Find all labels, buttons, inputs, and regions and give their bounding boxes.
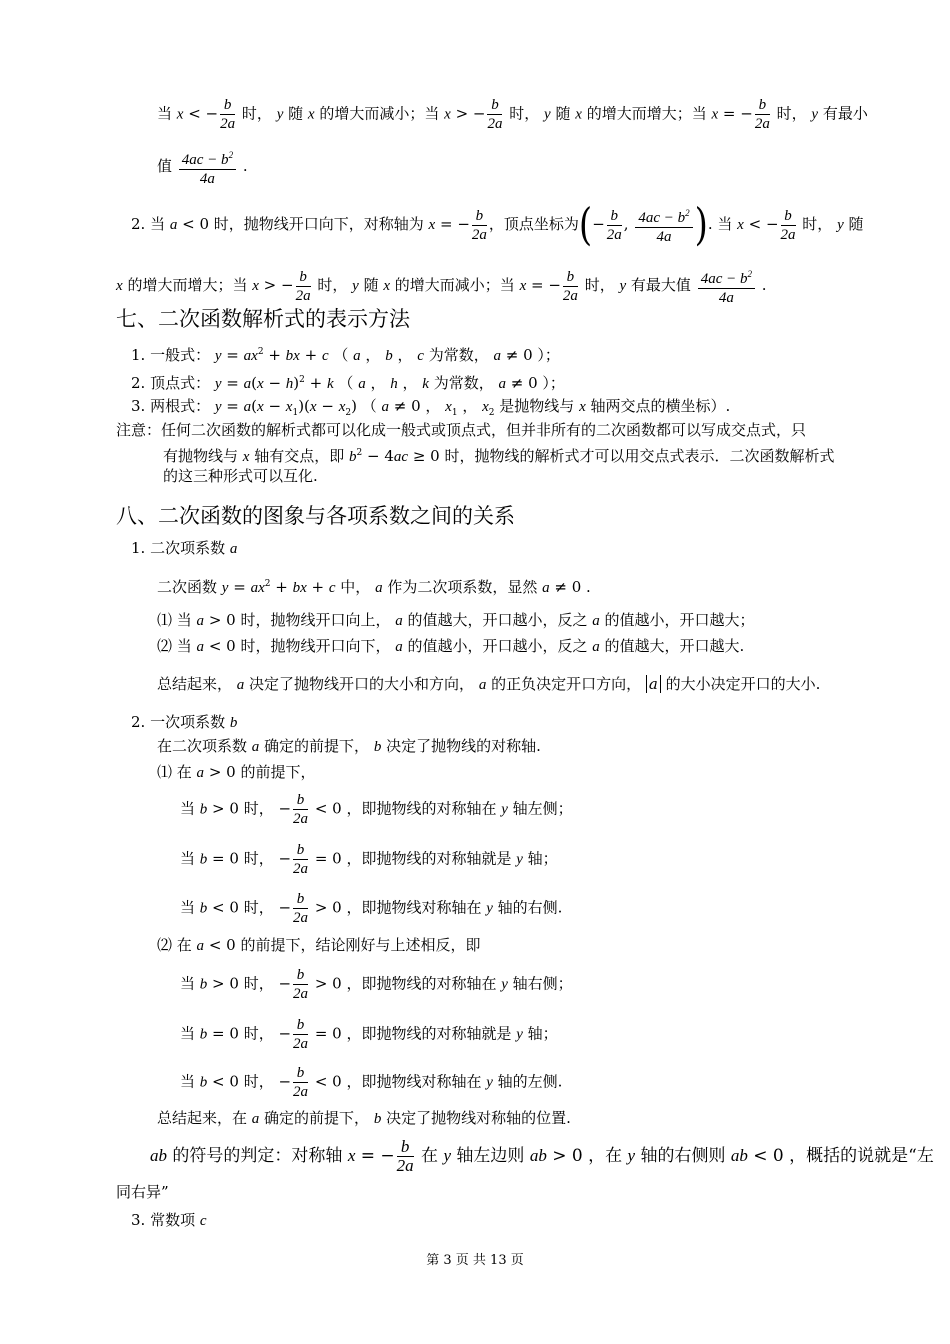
text-line: 2. 当 a < 0 时，抛物线开口向下，对称轴为 x = − $\frac{b}{2a}$ ，顶点坐标为(− $\frac{b}{2a}$ , $\frac{4ac - b^2}{4a}$ ). 当 x < − $\frac{b}{2a}$ 时， y 随	[131, 199, 864, 251]
list-item: 2. 一次项系数 b	[131, 713, 238, 731]
text-line: ⑵ 当 a < 0 时，抛物线开口向下， a 的值越小，开口越小，反之 a 的值越大，开口越大.	[157, 637, 745, 655]
text-line: ⑴ 当 a > 0 时，抛物线开口向上， a 的值越大，开口越小，反之 a 的值越小，开口越大；	[157, 611, 755, 629]
text-line: 当 b < 0 时， − $\frac{b}{2a}$ < 0 ，即抛物线对称轴在 y 轴的左侧.	[180, 1065, 563, 1100]
text-line: 当 b > 0 时， − $\frac{b}{2a}$ < 0 ，即抛物线的对称轴在 y 轴左侧；	[180, 792, 573, 827]
text-line: 值 $\frac{4ac - b^2}{4a}$ .	[157, 146, 248, 188]
text-line: ⑵ 在 a < 0 的前提下，结论刚好与上述相反，即	[157, 936, 481, 954]
page-footer: 第 3 页 共 13 页	[426, 1253, 524, 1268]
note: 的这三种形式可以互化.	[163, 467, 318, 485]
list-item: 2. 顶点式： $y = a(x - h)^2 + k$ （ a ， h ， k 为常数， a ≠ 0 ）；	[131, 374, 565, 392]
list-item: 3. 常数项 c	[131, 1211, 207, 1229]
list-item: 1. 一般式： $y = ax^2$ + bx + c （ a ， b ， c 为常数， a ≠ 0 ）；	[131, 346, 560, 364]
text-line: 在二次项系数 a 确定的前提下， b 决定了抛物线的对称轴.	[157, 737, 541, 755]
list-item: 1. 二次项系数 a	[131, 539, 238, 557]
text-line: 总结起来，在 a 确定的前提下， b 决定了抛物线对称轴的位置.	[157, 1109, 571, 1127]
text-line: 二次函数 $y = ax^2$ + bx + c 中， a 作为二次项系数，显然 a ≠ 0 .	[157, 578, 591, 596]
section-heading: 七、二次函数解析式的表示方法	[116, 307, 410, 331]
text-line: 当 b < 0 时， − $\frac{b}{2a}$ > 0 ，即抛物线对称轴在 y 轴的右侧.	[180, 891, 563, 926]
text-line: 同右异”	[116, 1183, 169, 1201]
text-line: ⑴ 在 a > 0 的前提下，	[157, 763, 316, 781]
text-line: 当 b > 0 时， − $\frac{b}{2a}$ > 0 ，即抛物线的对称轴在 y 轴右侧；	[180, 967, 573, 1002]
text-line: 当 x < − $\frac{b}{2a}$ 时， y 随 x 的增大而减小；当 x > − $\frac{b}{2a}$ 时， y 随 x 的增大而增大；当 x = − $\frac{b}{2a}$ 时， y 有最小	[157, 97, 868, 132]
text-line: 当 b = 0 时， − $\frac{b}{2a}$ = 0 ，即抛物线的对称轴就是 y 轴；	[180, 842, 558, 877]
note: 有抛物线与 x 轴有交点，即 $b^2 - 4ac \ge 0$ 时，抛物线的解析式才可以用交点式表示．二次函数解析式	[163, 447, 835, 465]
text-line: 总结起来， a 决定了抛物线开口的大小和方向， a 的正负决定开口方向， a 的大小决定开口的大小.	[157, 675, 821, 693]
section-heading: 八、二次函数的图象与各项系数之间的关系	[116, 504, 515, 528]
list-item: 3. 两根式： $y = a(x - x_1)(x - x_2)$ （ a ≠ 0 ， $x_1$ ， $x_2$ 是抛物线与 x 轴两交点的横坐标）.	[131, 397, 731, 418]
text-line: 当 b = 0 时， − $\frac{b}{2a}$ = 0 ，即抛物线的对称轴就是 y 轴；	[180, 1017, 558, 1052]
text-line: x 的增大而增大；当 x > − $\frac{b}{2a}$ 时， y 随 x 的增大而减小；当 x = − $\frac{b}{2a}$ 时， y 有最大值 $\frac{4ac - b^2}{4a}$ .	[116, 265, 767, 307]
text-line: ab 的符号的判定：对称轴 x = − $\frac{b}{2a}$ 在 y 轴左边则 ab > 0 ，在 y 轴的右侧则 ab < 0 ，概括的说就是“左	[150, 1137, 934, 1175]
note: 注意：任何二次函数的解析式都可以化成一般式或顶点式，但并非所有的二次函数都可以写成交点式，只	[116, 421, 807, 439]
